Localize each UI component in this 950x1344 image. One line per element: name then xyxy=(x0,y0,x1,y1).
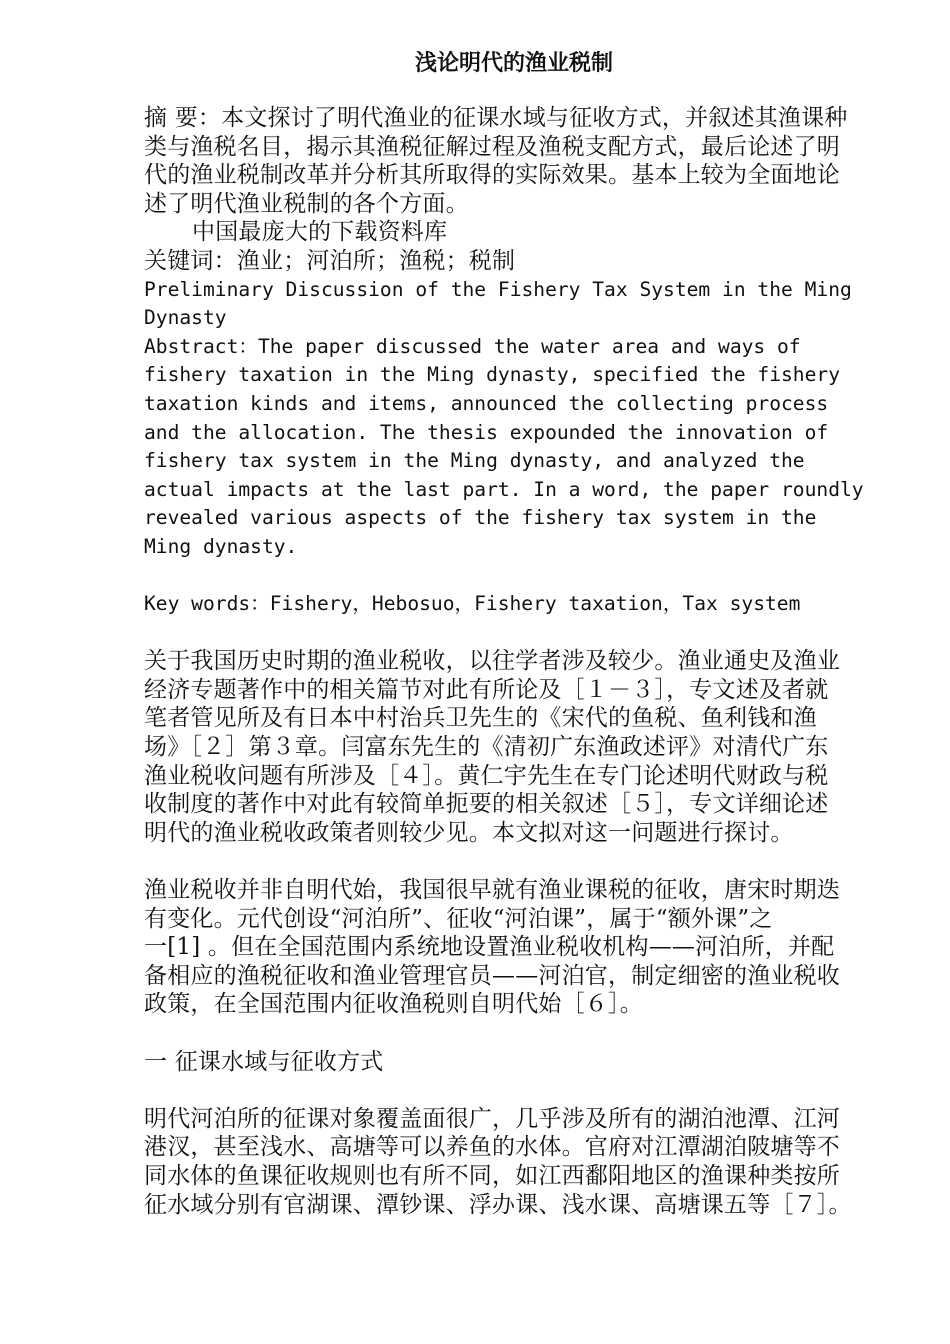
document-page xyxy=(144,48,884,1219)
section-heading: 一 征课水域与征收方式 xyxy=(144,1048,384,1075)
english-title-line: Preliminary Discussion of the Fishery Tax System in the Ming xyxy=(144,277,852,301)
paragraph-line: 有变化。元代创设“河泊所”、征收“河泊课”，属于“额外课”之 xyxy=(144,905,773,932)
paragraph-history xyxy=(144,876,884,1019)
paragraph-line: 渔业税收问题有所涉及［４］。黄仁宇先生在专门论述明代财政与税 xyxy=(144,762,829,789)
spacer xyxy=(144,847,884,876)
paragraph-line: 征水域分别有官湖课、潭钞课、浮办课、浅水课、高塘课五等［７］。 xyxy=(144,1191,852,1218)
abstract-en-line: actual impacts at the last part. In a word, the paper roundly xyxy=(144,477,864,501)
keywords-en: Key words：Fishery，Hebosuo，Fishery taxation，Tax system xyxy=(144,592,801,616)
abstract-zh xyxy=(144,104,884,218)
spacer xyxy=(144,1019,884,1048)
paragraph-line: 渔业税收并非自明代始，我国很早就有渔业课税的征收，唐宋时期迭 xyxy=(144,877,840,904)
spacer xyxy=(144,619,884,648)
paragraph-water-areas xyxy=(144,1105,884,1219)
keywords-zh: 关键词：渔业；河泊所；渔税；税制 xyxy=(144,247,516,274)
english-title xyxy=(144,276,884,333)
spacer xyxy=(144,1076,884,1105)
abstract-zh-line: 述了明代渔业税制的各个方面。 xyxy=(144,190,469,217)
abstract-en-line: fishery tax system in the Ming dynasty, and analyzed the xyxy=(144,449,805,473)
paragraph-line: 笔者管见所及有日本中村治兵卫先生的《宋代的鱼税、鱼利钱和渔 xyxy=(144,705,817,732)
paragraph-line: 明代河泊所的征课对象覆盖面很广，几乎涉及所有的湖泊池潭、江河 xyxy=(144,1105,840,1132)
library-note: 中国最庞大的下载资料库 xyxy=(192,219,448,246)
abstract-en-line: Ming dynasty. xyxy=(144,534,298,558)
abstract-en-line: taxation kinds and items, announced the collecting process xyxy=(144,391,829,415)
paragraph-line: 政策，在全国范围内征收渔税则自明代始［６］。 xyxy=(144,991,643,1018)
abstract-zh-line: 代的渔业税制改革并分析其所取得的实际效果。基本上较为全面地论 xyxy=(144,162,840,189)
paragraph-line: 港汊，甚至浅水、高塘等可以养鱼的水体。官府对江潭湖泊陂塘等不 xyxy=(144,1134,840,1161)
paragraph-line: 明代的渔业税收政策者则较少见。本文拟对这一问题进行探讨。 xyxy=(144,819,794,846)
abstract-en-line: and the allocation. The thesis expounded the innovation of xyxy=(144,420,829,444)
paragraph-intro xyxy=(144,647,884,847)
spacer xyxy=(144,562,884,591)
english-title-line: Dynasty xyxy=(144,306,227,330)
abstract-en-line: revealed various aspects of the fishery tax system in the xyxy=(144,506,817,530)
paragraph-line: 经济专题著作中的相关篇节对此有所论及［１－３］，专文述及者就 xyxy=(144,676,829,703)
abstract-en xyxy=(144,333,884,562)
paragraph-line: 收制度的著作中对此有较简单扼要的相关叙述［５］，专文详细论述 xyxy=(144,791,829,818)
abstract-zh-line: 摘 要：本文探讨了明代渔业的征课水域与征收方式，并叙述其渔课种 xyxy=(144,105,848,131)
paragraph-line: 场》［２］第３章。闫富东先生的《清初广东渔政述评》对清代广东 xyxy=(144,734,829,761)
paragraph-line: 备相应的渔税征收和渔业管理官员——河泊官，制定细密的渔业税收 xyxy=(144,962,840,989)
abstract-en-line: fishery taxation in the Ming dynasty, specified the fishery xyxy=(144,363,840,387)
abstract-en-line: Abstract：The paper discussed the water area and ways of xyxy=(144,334,801,358)
paragraph-line: 同水体的鱼课征收规则也有所不同，如江西鄱阳地区的渔课种类按所 xyxy=(144,1162,840,1189)
paragraph-line: 关于我国历史时期的渔业税收，以往学者涉及较少。渔业通史及渔业 xyxy=(144,648,840,675)
paper-title: 浅论明代的渔业税制 xyxy=(414,51,613,76)
abstract-zh-line: 类与渔税名目，揭示其渔税征解过程及渔税支配方式，最后论述了明 xyxy=(144,133,840,160)
paragraph-line: 一[1] 。但在全国范围内系统地设置渔业税收机构——河泊所，并配 xyxy=(144,934,835,961)
